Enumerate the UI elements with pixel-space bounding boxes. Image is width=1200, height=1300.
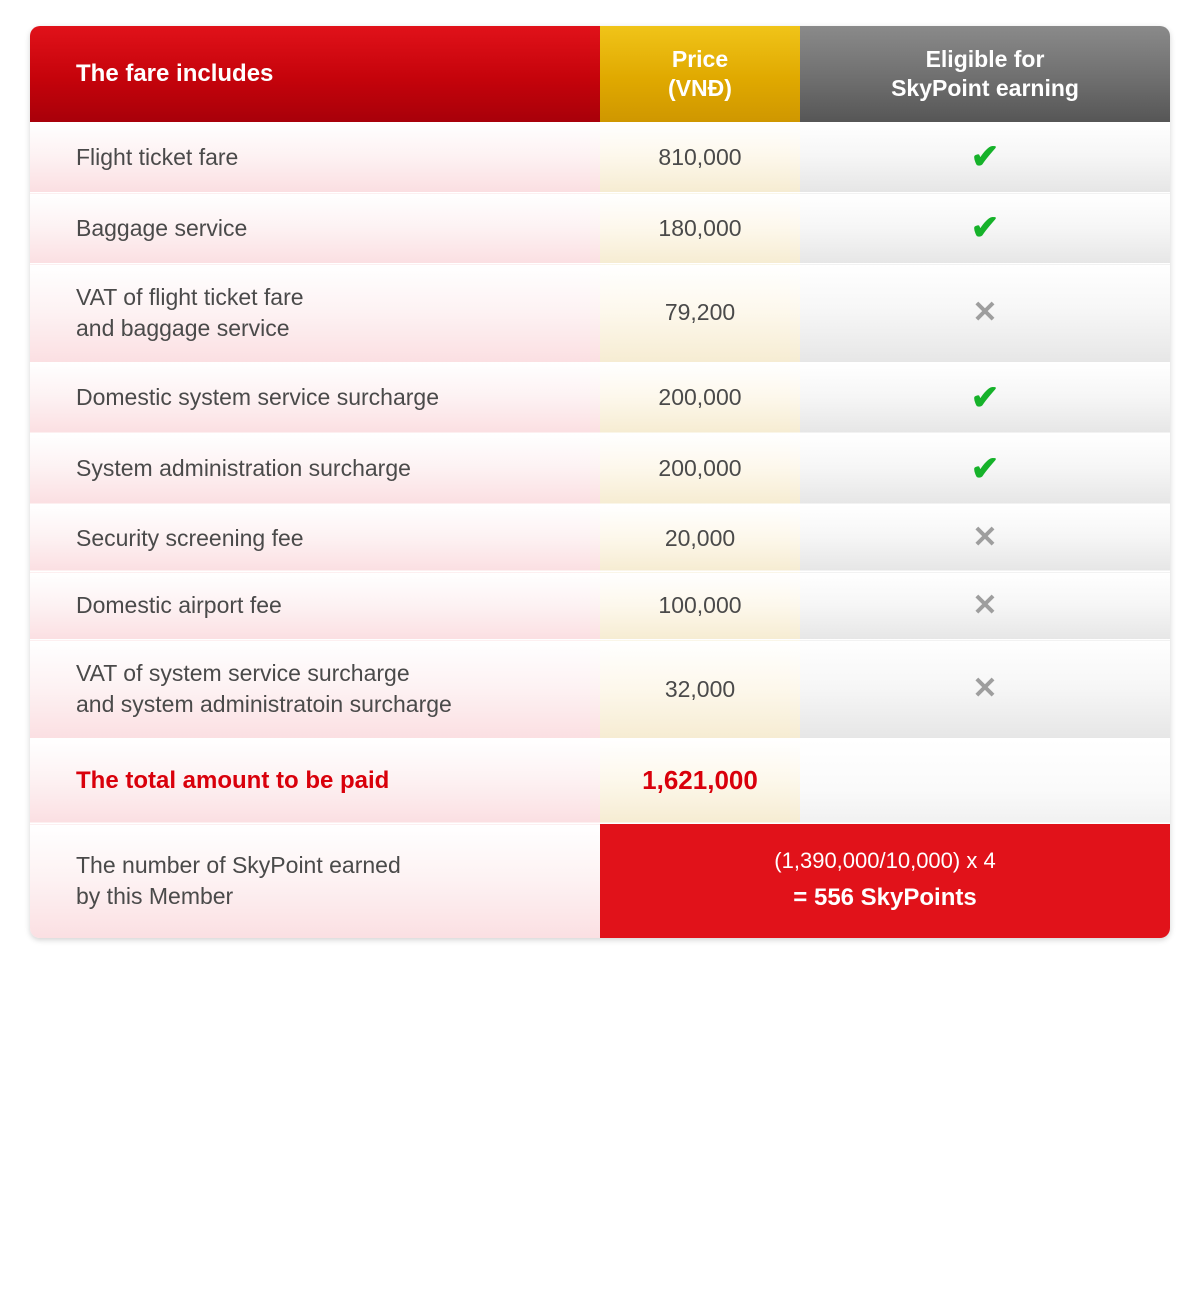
skypoint-row — [30, 824, 1170, 939]
total-row — [30, 738, 1170, 823]
fare-item-description: Domestic airport fee — [30, 572, 600, 640]
fare-table — [30, 26, 1170, 938]
total-price: 1,621,000 — [600, 738, 800, 823]
table-body — [30, 122, 1170, 938]
table-row — [30, 433, 1170, 504]
skypoint-result-banner — [600, 824, 1170, 939]
fare-item-eligibility — [800, 122, 1170, 193]
table-header — [30, 26, 1170, 122]
table-row — [30, 264, 1170, 363]
cross-icon: ✕ — [972, 521, 998, 555]
check-icon: ✔ — [970, 209, 1000, 247]
fare-item-description: Baggage service — [30, 193, 600, 264]
fare-item-price: 100,000 — [600, 572, 800, 640]
column-header-eligible-line1: Eligible for — [925, 46, 1045, 73]
fare-table-container — [30, 26, 1170, 938]
fare-item-price: 180,000 — [600, 193, 800, 264]
skypoint-total: = 556 SkyPoints — [793, 883, 977, 911]
total-eligibility — [800, 738, 1170, 823]
total-label: The total amount to be paid — [30, 738, 600, 823]
fare-item-description: Domestic system service surcharge — [30, 362, 600, 433]
fare-item-price: 32,000 — [600, 640, 800, 739]
column-header-eligible-line2: SkyPoint earning — [891, 75, 1079, 101]
fare-item-price: 20,000 — [600, 504, 800, 572]
table-row — [30, 362, 1170, 433]
fare-item-eligibility — [800, 504, 1170, 572]
table-row — [30, 504, 1170, 572]
column-header-price — [600, 26, 800, 122]
fare-item-eligibility — [800, 572, 1170, 640]
fare-item-eligibility — [800, 433, 1170, 504]
column-header-price-line1: Price — [671, 46, 729, 73]
fare-item-description: Flight ticket fare — [30, 122, 600, 193]
fare-item-price: 200,000 — [600, 362, 800, 433]
table-row — [30, 122, 1170, 193]
check-icon: ✔ — [970, 378, 1000, 417]
fare-item-price: 200,000 — [600, 433, 800, 504]
fare-item-eligibility — [800, 362, 1170, 433]
skypoint-label: The number of SkyPoint earned by this Member — [30, 824, 600, 939]
skypoint-formula: (1,390,000/10,000) x 4 — [774, 848, 996, 874]
cross-icon: ✕ — [972, 295, 998, 329]
cross-icon: ✕ — [972, 672, 998, 706]
fare-item-description: System administration surcharge — [30, 433, 600, 504]
table-row — [30, 640, 1170, 739]
column-header-price-line2: (VNĐ) — [668, 75, 732, 101]
header-row — [30, 26, 1170, 122]
column-header-eligible — [800, 26, 1170, 122]
column-header-description: The fare includes — [30, 26, 600, 122]
check-icon: ✔ — [970, 449, 1000, 488]
fare-item-eligibility — [800, 640, 1170, 739]
fare-item-eligibility — [800, 264, 1170, 363]
check-icon: ✔ — [970, 138, 1000, 176]
table-row — [30, 193, 1170, 264]
table-row — [30, 572, 1170, 640]
fare-item-price: 79,200 — [600, 264, 800, 363]
fare-item-price: 810,000 — [600, 122, 800, 193]
fare-item-eligibility — [800, 193, 1170, 264]
fare-item-description: Security screening fee — [30, 504, 600, 572]
cross-icon: ✕ — [972, 588, 998, 622]
skypoint-banner-inner — [600, 824, 1170, 938]
fare-item-description: VAT of system service surcharge and system administratoin surcharge — [30, 640, 600, 739]
fare-item-description: VAT of flight ticket fare and baggage service — [30, 264, 600, 363]
